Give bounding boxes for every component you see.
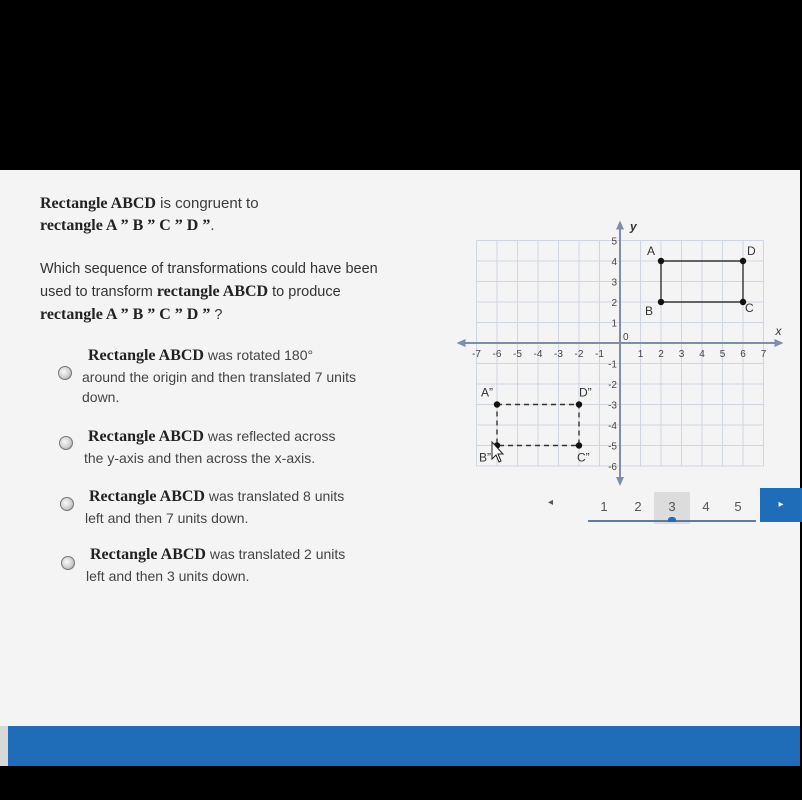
point-marker xyxy=(740,258,746,264)
point-marker xyxy=(658,258,664,264)
question-line-2-pre: used to transform xyxy=(40,284,157,301)
option-4-radio[interactable] xyxy=(61,556,75,570)
x-tick-label: -4 xyxy=(533,349,543,360)
y-axis-arrow-down-icon xyxy=(616,477,624,486)
page-5[interactable]: 5 xyxy=(734,499,742,514)
option-1-radio[interactable] xyxy=(58,366,72,380)
previous-page-icon[interactable]: ◂ xyxy=(548,497,554,508)
y-tick-label: -2 xyxy=(608,380,617,391)
coordinate-graph xyxy=(470,219,790,512)
stem-math-1: Rectangle ABCD xyxy=(40,195,156,212)
option-3-math: Rectangle ABCD xyxy=(89,488,205,505)
x-axis-arrow-right-icon xyxy=(775,339,784,347)
point-label: D” xyxy=(579,385,592,400)
point-label: A” xyxy=(481,385,493,400)
answer-option-2[interactable] xyxy=(84,425,404,468)
option-3-radio[interactable] xyxy=(60,497,74,511)
x-tick-label: -7 xyxy=(472,349,481,360)
y-tick-label: -5 xyxy=(608,441,617,453)
question-line-2-post: to produce xyxy=(268,284,341,301)
stem-end: . xyxy=(210,216,215,234)
question-math-1: rectangle ABCD xyxy=(156,283,269,301)
y-tick-label: 2 xyxy=(611,298,617,309)
y-tick-label: -1 xyxy=(608,359,617,371)
y-axis-label: y xyxy=(630,219,637,234)
option-1-text-2: around the origin and then translated 7 units xyxy=(82,369,356,386)
option-1-math: Rectangle ABCD xyxy=(88,347,204,364)
taskbar xyxy=(0,726,800,766)
point-label: B” xyxy=(479,450,491,465)
point-label: C xyxy=(745,301,754,315)
answer-option-4[interactable] xyxy=(86,543,406,586)
x-tick-label: -3 xyxy=(554,349,563,360)
x-tick-label: 4 xyxy=(699,349,705,360)
point-marker xyxy=(494,401,500,407)
x-tick-label: 5 xyxy=(719,349,726,360)
x-tick-label: 1 xyxy=(637,349,644,360)
x-tick-label: -5 xyxy=(513,349,522,360)
option-3-text-1: was translated 8 units xyxy=(204,488,345,504)
point-marker xyxy=(576,442,582,448)
y-tick-label: 3 xyxy=(611,277,617,289)
point-label: B xyxy=(645,304,654,318)
y-tick-label: 1 xyxy=(611,318,617,330)
origin-label: 0 xyxy=(623,332,629,343)
y-tick-label: -3 xyxy=(608,400,617,412)
option-2-math: Rectangle ABCD xyxy=(88,428,204,445)
y-tick-label: -4 xyxy=(608,421,617,432)
option-4-text-1: was translated 2 units xyxy=(205,546,346,562)
taskbar-left-button[interactable] xyxy=(0,726,8,766)
page-2[interactable]: 2 xyxy=(634,499,642,514)
question-line-1: Which sequence of transformations could have been xyxy=(40,261,378,277)
next-page-button[interactable] xyxy=(760,488,802,522)
question-line-3-post: ? xyxy=(210,307,223,324)
point-marker xyxy=(658,299,664,305)
x-tick-label: 7 xyxy=(760,349,767,360)
option-3-text-2: left and then 7 units down. xyxy=(85,510,249,527)
x-tick-label: -1 xyxy=(595,349,604,360)
page-4[interactable]: 4 xyxy=(702,499,710,514)
x-axis-label: x xyxy=(775,324,782,338)
stem-text-1: is congruent to xyxy=(155,195,259,212)
question-stem xyxy=(40,193,259,236)
y-tick-label: -6 xyxy=(608,462,617,473)
y-tick-label: 5 xyxy=(611,236,617,248)
y-tick-label: 4 xyxy=(611,257,617,268)
question-text xyxy=(40,259,378,326)
stem-math-2: rectangle A ” B ” C ” D ” xyxy=(40,216,211,234)
x-tick-label: -2 xyxy=(574,349,584,360)
option-4-math: Rectangle ABCD xyxy=(90,546,206,563)
x-tick-label: 6 xyxy=(740,349,746,360)
point-marker xyxy=(576,401,582,407)
answer-option-1[interactable] xyxy=(82,344,402,408)
question-math-2: rectangle A ” B ” C ” D ” xyxy=(40,306,211,324)
option-1-text-3: down. xyxy=(82,389,120,406)
option-2-text-2: the y-axis and then across the x-axis. xyxy=(84,450,316,467)
current-page-indicator xyxy=(668,517,676,522)
option-2-text-1: was reflected across xyxy=(203,428,336,444)
point-label: D xyxy=(747,244,756,258)
page-1[interactable]: 1 xyxy=(600,499,608,514)
answer-option-3[interactable] xyxy=(85,485,405,528)
point-label: A xyxy=(647,244,656,258)
page-3[interactable]: 3 xyxy=(668,499,676,514)
x-tick-label: 3 xyxy=(678,349,685,360)
next-arrow-icon: ▸ xyxy=(778,499,784,510)
option-4-text-2: left and then 3 units down. xyxy=(86,568,250,585)
x-tick-label: -6 xyxy=(492,349,502,360)
option-2-radio[interactable] xyxy=(59,436,73,450)
x-tick-label: 2 xyxy=(658,349,664,360)
point-label: C” xyxy=(577,450,590,465)
option-1-text-1: was rotated 180° xyxy=(203,347,314,363)
